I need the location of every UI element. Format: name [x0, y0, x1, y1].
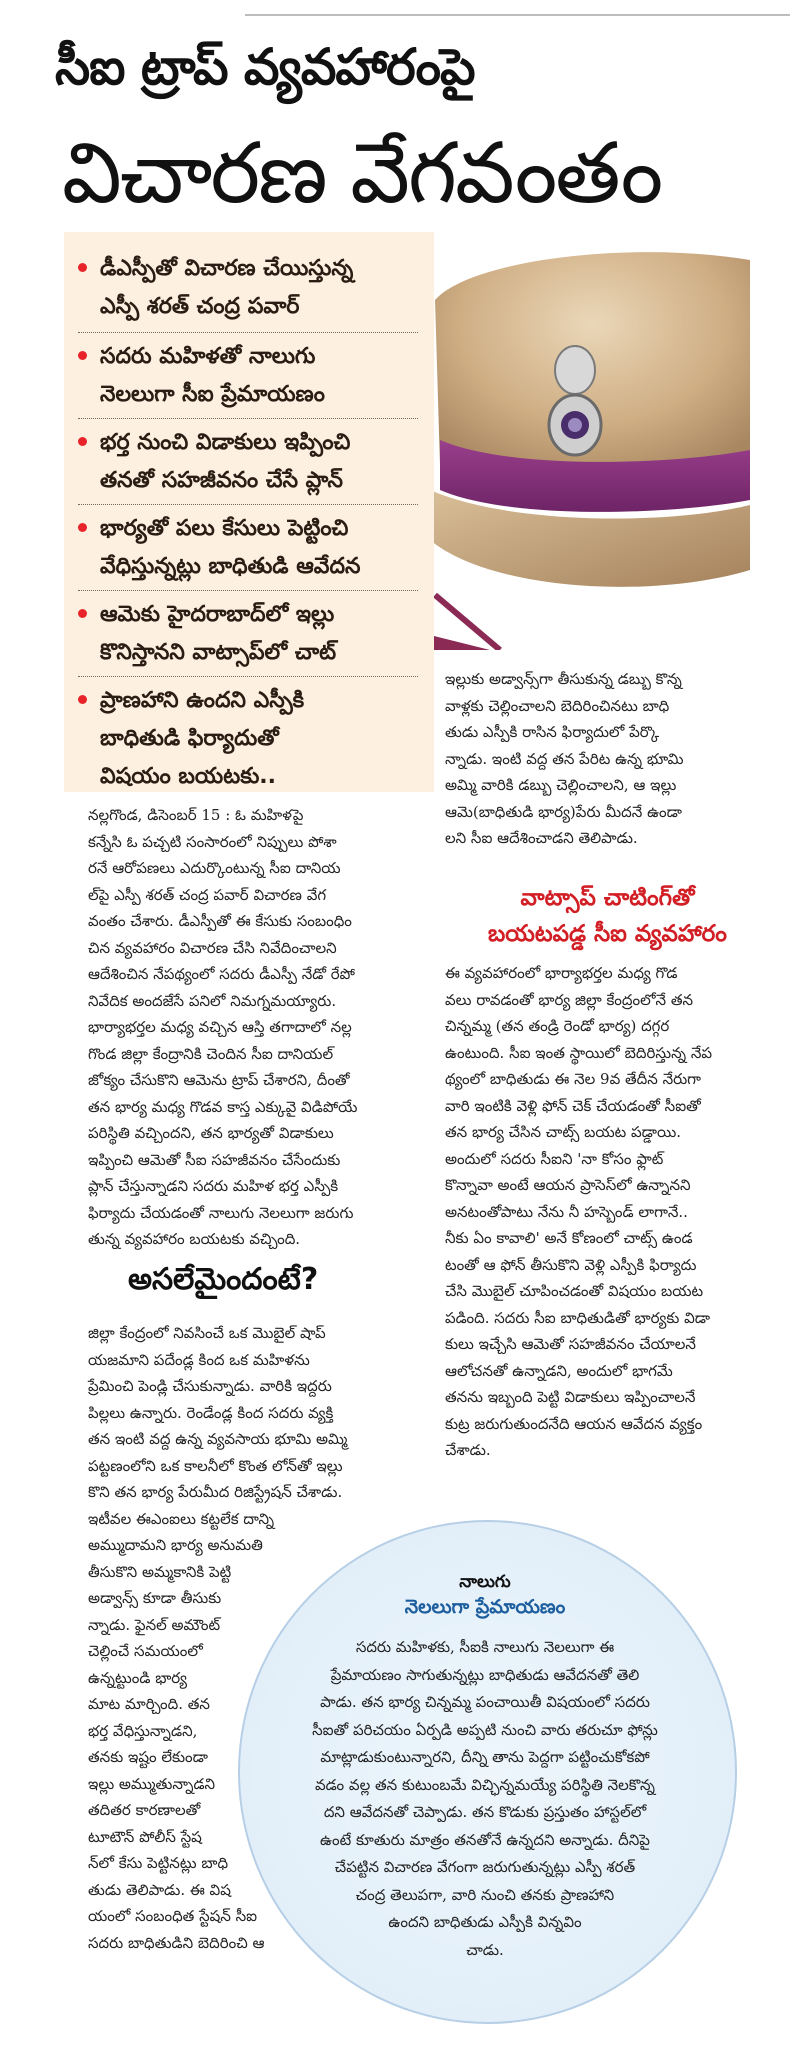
text-line: గొండ జిల్లా కేంద్రానికి చెందిన సీఐ దానియల్: [88, 1044, 334, 1063]
text-line: భార్యాభర్తల మధ్య వచ్చిన ఆస్తి తగాదాలో నల్ల: [88, 1018, 352, 1036]
text-line: నీకు ఏం కావాలి' అనే కోణంలో చాట్స్ ఉండ: [445, 1229, 693, 1247]
bullet-dot-icon: [78, 351, 87, 360]
text-line: న్‌లో కేసు పెట్టినట్లు బాధి: [88, 1854, 229, 1872]
text-line: రనే ఆరోపణలు ఎదుర్కొంటున్న సీఐ దానియ: [88, 859, 341, 877]
text-line: తుడు తెలిపాడు. ఈ విష: [88, 1880, 231, 1899]
text-line: జిల్లా కేంద్రంలో నివసించే ఒక మొబైల్ షాప్: [88, 1324, 326, 1342]
bullet-line: భార్యతో పలు కేసులు పెట్టించి: [100, 516, 349, 541]
text-line: అమ్ముదామని భార్య అనుమతి: [88, 1536, 263, 1554]
right-column-top: [445, 666, 770, 852]
text-line: పిల్లలు ఉన్నారు. రెండేండ్ల కింద సదరు వ్యక్తి: [88, 1403, 334, 1422]
bullet-separator: [78, 590, 418, 591]
text-line: ఉన్నట్టుండి భార్య: [88, 1668, 188, 1687]
text-line: లని సీఐ ఆదేశించాడని తెలిపాడు.: [445, 829, 638, 847]
circle-title: [255, 1572, 715, 1623]
bullet-line: ఆమెకు హైదరాబాద్‌లో ఇల్లు: [100, 602, 335, 627]
bullet-line: తనతో సహజీవనం చేసే ప్లాన్: [100, 468, 344, 493]
text-line: ఫిర్యాదు చేయడంతో నాలుగు నెలలుగా జరుగు: [88, 1203, 354, 1222]
bullet-line: బాధితుడి ఫిర్యాదుతో: [100, 726, 279, 751]
bullet-item: [78, 510, 423, 586]
text-line: తనకు ఇష్టం లేకుండా: [88, 1748, 208, 1766]
text-line: చిన వ్యవహారం విచారణ చేసి నివేదించాలని: [88, 938, 337, 957]
bullet-dot-icon: [78, 437, 87, 446]
text-line: దని ఆవేదనతో చెప్పాడు. తన కొడుకు ప్రస్తుతం హాస్టల్‌లో: [323, 1803, 647, 1821]
bullet-item: [78, 338, 423, 414]
text-line: సదరు బాధితుడిని బెదిరించి ఆ: [88, 1933, 265, 1952]
text-line: ప్లాన్ చేస్తున్నాడని సదరు మహిళ భర్త ఎస్పీకి: [88, 1177, 339, 1195]
text-line: వాళ్లకు చెల్లించాలని బెదిరించినటు బాధి: [445, 696, 670, 715]
text-line: న్నాడు. ఇంటి వద్ద తన పేరిట ఉన్న భూమి: [445, 749, 684, 768]
text-line: చాడు.: [466, 1940, 504, 1959]
bullet-item: [78, 424, 423, 500]
text-line: కులు ఇచ్చేసి ఆమెతో సహజీవనం చేయాలనే: [445, 1335, 696, 1353]
left-subhead: అసలేమైందంటే?: [128, 1262, 319, 1297]
text-line: పరిస్థితి వచ్చిందని, తన భార్యతో విడాకులు: [88, 1124, 334, 1142]
text-line: చేపట్టిన విచారణ వేగంగా జరుగుతున్నట్లు ఎస్పీ శరత్: [334, 1858, 636, 1876]
bullet-dot-icon: [78, 523, 87, 532]
text-line: తన భార్య మధ్య గొడవ కాస్త ఎక్కువై విడిపోయే: [88, 1097, 358, 1116]
left-column-intro: [88, 802, 408, 1253]
text-line: పట్టణంలోని ఒక కాలనీలో కొంత లోన్‌తో ఇల్లు: [88, 1456, 343, 1475]
bullet-item: [78, 596, 423, 672]
text-line: జోక్యం చేసుకొని ఆమెను ట్రాప్ చేశారని, దీంతో: [88, 1071, 350, 1089]
text-line: ఆలోచనతో ఉన్నాడని, అందులో భాగమే: [445, 1361, 673, 1380]
text-line: వలు రావడంతో భార్య జిల్లా కేంద్రంలోనే తన: [445, 990, 694, 1009]
text-line: పడింది. సదరు సీఐ బాధితుడితో భార్యకు విడా: [445, 1308, 711, 1327]
text-line: అడ్వాన్స్ కూడా తీసుకు: [88, 1589, 222, 1607]
text-line: యంలో సంబంధిత స్టేషన్ సీఐ: [88, 1907, 258, 1925]
text-line: కొని తన భార్య పేరుమీద రిజిస్ట్రేషన్ చేశాడు.: [88, 1483, 343, 1501]
text-line: తుడు ఎస్పీకి రాసిన ఫిర్యాదులో పేర్కొ: [445, 723, 660, 741]
text-line: ఈ వ్యవహారంలో భార్యాభర్తల మధ్య గొడ: [445, 964, 678, 982]
bullet-dot-icon: [78, 695, 87, 704]
text-line: తదితర కారణాలతో: [88, 1801, 201, 1819]
headline-line-2: విచారణ వేగవంతం: [62, 124, 662, 222]
right-column-body: [445, 960, 770, 1464]
text-line: ఉంటుంది. సీఐ ఇంత స్థాయిలో బెదిరిస్తున్న నేప: [445, 1043, 713, 1062]
text-line: ఇప్పించి ఆమెతో సీఐ సహజీవనం చేసేందుకు: [88, 1150, 341, 1169]
text-line: థ్యంలో బాధితుడు ఈ నెల 9వ తేదీన నేరుగా: [445, 1070, 701, 1088]
bullet-line: విషయం బయటకు..: [100, 764, 277, 789]
text-line: భర్త వేధిస్తున్నాడని,: [88, 1721, 198, 1740]
text-line: నివేదిక అందజేసే పనిలో నిమగ్నమయ్యారు.: [88, 991, 337, 1010]
text-line: మాట్లాడుకుంటున్నారని, దీన్ని తాను పెద్దగా పట్టించుకోకపో: [320, 1748, 650, 1766]
text-line: ప్రేమించి పెండ్లి చేసుకున్నాడు. వారికి ఇద్దరు: [88, 1377, 332, 1395]
text-line: తీసుకొని అమ్మకానికి పెట్టి: [88, 1562, 232, 1581]
circle-title-line-2: నెలలుగా ప్రేమాయణం: [404, 1596, 566, 1618]
text-line: యజమాని పదేండ్ల కింద ఒక మహిళను: [88, 1350, 310, 1369]
text-line: సీఐతో పరిచయం ఏర్పడి అప్పటి నుంచి వారు తరుచూ ఫోన్లు: [312, 1720, 658, 1739]
bullet-line: డీఎస్పీతో విచారణ చేయిస్తున్న: [100, 256, 354, 281]
bullet-line: వేధిస్తున్నట్లు బాధితుడి ఆవేదన: [100, 554, 361, 579]
text-line: న్నాడు. ఫైనల్ అమౌంట్: [88, 1615, 221, 1634]
bullet-line: నెలలుగా సీఐ ప్రేమాయణం: [100, 382, 325, 407]
bullet-dot-icon: [78, 263, 87, 272]
text-line: చిన్నమ్మ (తన తండ్రి రెండో భార్య) దగ్గర: [445, 1017, 670, 1035]
text-line: ఆదేశించిన నేపథ్యంలో సదరు డీఎస్పీ నేడో రేపో: [88, 965, 355, 983]
text-line: చేసి మొబైల్ చూపించడంతో విషయం బయట: [445, 1282, 704, 1300]
text-line: తన భార్య చేసిన చాట్స్ బయట పడ్డాయి.: [445, 1123, 682, 1141]
circle-title-line-1: నాలుగు: [459, 1572, 511, 1592]
text-line: అమ్మి వారికి డబ్బు చెల్లించాలని, ఆ ఇల్లు: [445, 776, 677, 794]
bullet-line: సదరు మహిళతో నాలుగు: [100, 344, 316, 369]
text-line: ల్‌పై ఎస్పీ శరత్ చంద్ర పవార్ విచారణ వేగ: [88, 885, 327, 904]
text-line: ఇల్లు అమ్ముతున్నాడని: [88, 1774, 216, 1793]
bullet-line: ఎస్పీ శరత్ చంద్ర పవార్: [100, 294, 300, 319]
bullet-line: కొనిస్తానని వాట్సాప్‌లో చాట్: [100, 640, 337, 665]
text-line: ఆమె(బాధితుడి భార్య)పేరు మీదనే ఉండా: [445, 802, 682, 821]
bullet-dot-icon: [78, 609, 87, 618]
text-line: తన ఇంటి వద్ద ఉన్న వ్యవసాయ భూమి అమ్మి: [88, 1430, 348, 1448]
text-line: తున్న వ్యవహారం బయటకు వచ్చింది.: [88, 1230, 301, 1248]
bullet-separator: [78, 418, 418, 419]
text-line: వంతం చేశారు. డీఎస్పీతో ఈ కేసుకు సంబంధిం: [88, 912, 352, 930]
text-line: అనటంతోపాటు నేను నీ హస్బెండ్ లాగానే..: [445, 1202, 688, 1221]
text-line: నల్లగొండ, డిసెంబర్ 15 : ఓ మహిళపై: [88, 806, 304, 824]
bullet-item: [78, 682, 423, 796]
text-line: వారి ఇంటికి వెళ్లి ఫోన్ చెక్ చేయడంతో సీఐతో: [445, 1096, 701, 1115]
right-subhead: [445, 880, 770, 952]
right-subhead-line-2: బయటపడ్డ సీఐ వ్యవహారం: [488, 921, 727, 947]
highlights-box: [64, 232, 434, 792]
bullet-separator: [78, 332, 418, 333]
text-line: కుట్ర జరుగుతుందనేది ఆయన ఆవేదన వ్యక్తం: [445, 1414, 703, 1433]
text-line: ఉంటే కూతురు మాత్రం తనతోనే ఉన్నదని అన్నాడు. దీనిపై: [320, 1830, 650, 1849]
text-line: సదరు మహిళకు, సీఐకి నాలుగు నెలలుగా ఈ: [355, 1638, 615, 1656]
top-rule: [245, 14, 790, 16]
text-line: చేశాడు.: [445, 1441, 491, 1459]
bullet-item: [78, 250, 423, 326]
right-subhead-line-1: వాట్సాప్ చాటింగ్‌తో: [520, 885, 695, 911]
text-line: ప్రేమాయణం సాగుతున్నట్లు బాధితుడు ఆవేదనతో తెలి: [330, 1665, 640, 1684]
text-line: చంద్ర తెలుపగా, వారి నుంచి తనకు ప్రాణహాని: [355, 1885, 615, 1904]
text-line: ఇటీవల ఈఎంఐలు కట్టలేక దాన్ని: [88, 1509, 275, 1528]
text-line: కొన్నావా అంటే ఆయన ప్రాసెస్‌లో ఉన్నానని: [445, 1176, 691, 1194]
bullet-line: భర్త నుంచి విడాకులు ఇప్పించి: [100, 430, 351, 455]
text-line: టంతో ఆ ఫోన్ తీసుకొని వెళ్లి ఎస్పీకి ఫిర్యాదు: [445, 1255, 697, 1274]
text-line: ఉందని బాధితుడు ఎస్పీకి విన్నవిం: [388, 1913, 582, 1931]
text-line: ఇల్లుకు అడ్వాన్స్‌గా తీసుకున్న డబ్బు కొన్న: [445, 670, 682, 688]
text-line: టూటౌన్ పోలీస్ స్టేష: [88, 1827, 202, 1846]
text-line: కన్నేసి ఓ పచ్చటి సంసారంలో నిప్పులు పోశా: [88, 832, 337, 851]
circle-body: [260, 1634, 710, 1964]
text-line: పాడు. తన భార్య చిన్నమ్మ పంచాయితీ విషయంలో సదరు: [320, 1693, 650, 1711]
headline-line-1: సీఐ ట్రాప్ వ్యవహారంపై: [55, 38, 475, 96]
text-line: చెల్లించే సమయంలో: [88, 1642, 203, 1660]
text-line: తనను ఇబ్బంది పెట్టి విడాకులు ఇప్పించాలనే: [445, 1388, 696, 1406]
police-cap-icon: [430, 240, 750, 650]
bullet-separator: [78, 676, 418, 677]
bullet-separator: [78, 504, 418, 505]
text-line: అందులో సదరు సీఐని 'నా కోసం ఫ్లాట్: [445, 1149, 664, 1168]
text-line: వడం వల్ల తన కుటుంబమే విచ్ఛిన్నమయ్యే పరిస్థితి నెలకొన్న: [315, 1775, 655, 1794]
text-line: మాట మార్చింది. తన: [88, 1695, 210, 1713]
bullet-line: ప్రాణహాని ఉందని ఎస్పీకి: [100, 688, 305, 713]
